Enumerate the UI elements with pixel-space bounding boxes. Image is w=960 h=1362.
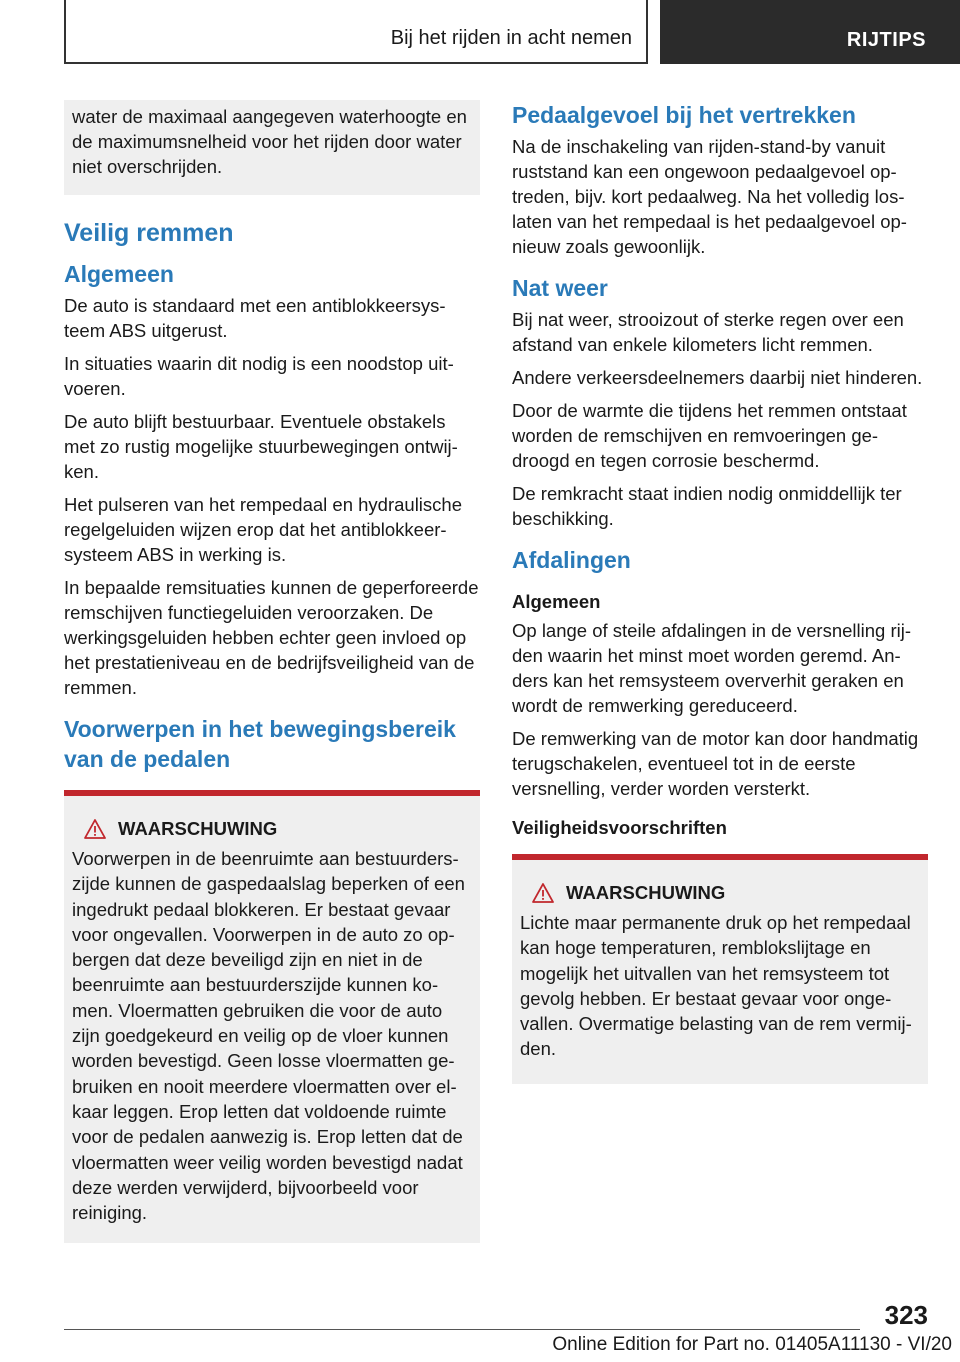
paragraph: De auto is standaard met een antiblokkeersysteem ABS uitgerust.	[64, 295, 446, 341]
warning-header	[72, 818, 472, 840]
heading-voorwerpen: Voorwerpen in het bewegingsbereik van de pedalen	[64, 716, 456, 772]
right-column	[512, 100, 928, 1084]
heading-algemeen: Algemeen	[64, 261, 174, 287]
heading-veilig-remmen: Veilig remmen	[64, 219, 234, 247]
warning-triangle-icon	[520, 883, 566, 903]
heading-nat-weer: Nat weer	[512, 275, 608, 301]
warning-header	[520, 882, 920, 904]
warning-text: Lichte maar permanente druk op het rempedaal kan hoge temperaturen, remblokslijtage en mogelijk het uitvallen van het remsysteem tot gevolg hebben. Er bestaat gevaar voor ongevallen. Overmatige belasting van de rem vermijden.	[520, 912, 912, 1060]
warning-title: WAARSCHUWING	[118, 818, 278, 839]
chapter-title: RIJTIPS	[846, 29, 926, 51]
header-chapter-tab	[660, 0, 960, 64]
heading-afdalingen: Afdalingen	[512, 547, 631, 573]
paragraph: Op lange of steile afdalingen in de versnelling rijden waarin het minst moet worden geremd. Anders kan het remsysteem oververhit geraken en wordt de remwerking gereduceerd.	[512, 620, 912, 716]
section-title: Bij het rijden in acht nemen	[390, 27, 632, 49]
paragraph: Het pulseren van het rempedaal en hydraulische regelgeluiden wijzen erop dat het antiblokkeersysteem ABS in werking is.	[64, 494, 462, 565]
header-section-title-box	[64, 0, 648, 64]
paragraph: In situaties waarin dit nodig is een noodstop uitvoeren.	[64, 353, 454, 399]
note-text: water de maximaal aangegeven waterhoogte en de maximumsnelheid voor het rijden door water niet overschrijden.	[72, 106, 467, 177]
footer-divider	[64, 1329, 860, 1330]
paragraph: Door de warmte die tijdens het remmen ontstaat worden de remschijven en remvoeringen gedroogd en tegen corrosie beschermd.	[512, 400, 907, 471]
note-box	[64, 100, 480, 195]
page-number: 323	[884, 1300, 928, 1330]
warning-box	[64, 790, 480, 1243]
paragraph: De remkracht staat indien nodig onmiddellijk ter beschikking.	[512, 483, 902, 529]
paragraph: Andere verkeersdeelnemers daarbij niet hinderen.	[512, 367, 923, 388]
paragraph: De remwerking van de motor kan door handmatig terugschakelen, eventueel tot in de eerste versnelling, verder worden versterkt.	[512, 728, 919, 799]
warning-title: WAARSCHUWING	[566, 882, 726, 903]
paragraph: In bepaalde remsituaties kunnen de geperforeerde remschijven functiegeluiden veroorzaken. De werkingsgeluiden hebben echter geen invloed op het prestatieniveau en de bedrijfsveiligheid van de remmen.	[64, 577, 479, 698]
heading-pedaalgevoel: Pedaalgevoel bij het vertrekken	[512, 102, 856, 128]
warning-triangle-icon	[72, 819, 118, 839]
heading-algemeen-2: Algemeen	[512, 591, 601, 612]
left-column	[64, 100, 480, 1243]
paragraph: Bij nat weer, strooizout of sterke regen over een afstand van enkele kilometers licht remmen.	[512, 309, 904, 355]
paragraph: De auto blijft bestuurbaar. Eventuele obstakels met zo rustig mogelijke stuurbewegingen ontwijken.	[64, 411, 458, 482]
paragraph: Na de inschakeling van rijden-stand-by vanuit ruststand kan een ongewoon pedaalgevoel optreden, bijv. kort pedaalweg. Na het volledig loslaten van het rempedaal is het pedaalgevoel opnieuw zoals gewoonlijk.	[512, 136, 907, 257]
heading-veiligheidsvoorschriften: Veiligheidsvoorschriften	[512, 817, 727, 838]
footer-edition: Online Edition for Part no. 01405A11130 - VI/20	[552, 1334, 952, 1355]
warning-box	[512, 854, 928, 1084]
warning-text: Voorwerpen in de beenruimte aan bestuurderszijde kunnen de gaspedaalslag beperken of een ingedrukt pedaal blokkeren. Er bestaat gevaar voor ongevallen. Voorwerpen in de auto zo opbergen dat deze beveiligd zijn en niet in de beenruimte aan bestuurderszijde kunnen komen. Vloermatten gebruiken die voor de auto zijn goedgekeurd en veilig op de vloer kunnen worden bevestigd. Geen losse vloermatten gebruiken en nooit meerdere vloermatten over elkaar leggen. Erop letten dat voldoende ruimte voor de pedalen aanwezig is. Erop letten dat de vloermatten weer veilig worden bevestigd nadat deze werden verwijderd, bijvoorbeeld voor reiniging.	[72, 848, 465, 1224]
